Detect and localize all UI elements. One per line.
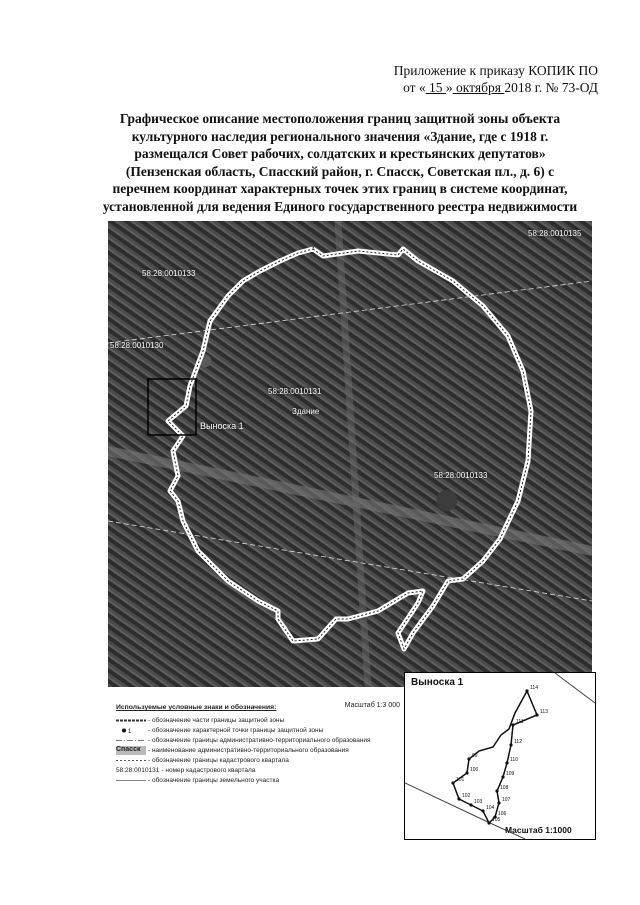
legend: [112, 690, 402, 840]
inset-point-marker: [481, 809, 484, 812]
legend-text: - номер кадастрового квартала: [161, 767, 256, 774]
inset-point-marker: [501, 775, 504, 778]
inset-point-marker: [511, 723, 514, 726]
inset-point-marker: [487, 821, 490, 824]
inset-point-marker: [469, 803, 472, 806]
appendix-month: октября: [452, 80, 505, 95]
inset-title: Выноска 1: [411, 677, 464, 688]
cadastral-quarter-label: 58:28:0010135: [528, 229, 582, 238]
inset-point-label: 105: [492, 817, 501, 823]
inset-point-label: 100: [470, 767, 479, 773]
inset-point-label: 103: [474, 799, 483, 805]
inset-point-marker: [465, 771, 468, 774]
svg-text:1: 1: [128, 729, 132, 735]
inset-point-label: 110: [510, 757, 518, 763]
cadastral-quarter-label: 58:28:0010130: [110, 341, 164, 350]
appendix-quote: »: [445, 80, 453, 95]
inset-point-label: 102: [462, 793, 471, 799]
document-title: [60, 110, 620, 215]
inset-drawing: [405, 673, 595, 839]
quarter-number-symbol: 58:28:0010131: [116, 767, 160, 774]
quarter-boundary-symbol: [116, 756, 146, 765]
callout-label: Выноска 1: [200, 421, 244, 431]
inset-point-marker: [525, 689, 528, 692]
inset-scale: Масштаб 1:1000: [505, 825, 572, 835]
boundary-symbol: [116, 716, 146, 725]
inset-point-label: 112: [514, 739, 522, 745]
legend-item: [116, 746, 349, 755]
inset-point-label: 113: [540, 709, 548, 715]
title-line: размещался Совет рабочих, солдатских и крестьянских депутатов»: [134, 146, 546, 161]
appendix-day: 15: [425, 80, 446, 95]
legend-text: - обозначение границы земельного участка: [148, 777, 280, 784]
inset-point-label: 107: [502, 797, 511, 803]
legend-heading: Используемые условные знаки и обозначения:: [116, 704, 277, 711]
map-scale: Масштаб 1:3 000: [344, 702, 400, 709]
title-line: перечнем координат характерных точек этих границ в системе координат,: [112, 181, 568, 196]
inset-point-marker: [509, 743, 512, 746]
inset-point-label: 111: [516, 719, 524, 725]
inset-point-marker: [451, 781, 454, 784]
inset-point-label: 108: [500, 785, 509, 791]
cadastral-boundary: [108, 281, 592, 343]
appendix-line-2: [394, 79, 598, 96]
legend-item: [116, 716, 284, 725]
legend-item: [116, 766, 255, 775]
admin-boundary-symbol: [116, 736, 146, 745]
title-line: культурного наследия регионального значения «Здание, где с 1918 г.: [131, 128, 549, 144]
callout-inset: [404, 672, 596, 840]
legend-text: - наименование административно-территориального образования: [148, 747, 349, 754]
inset-point-marker: [535, 713, 538, 716]
legend-item: [116, 756, 289, 765]
title-line: (Пензенская область, Спасский район, г. Спасск, Советская пл., д. 6) с: [125, 163, 555, 179]
inset-quarter-line: [555, 673, 595, 703]
inset-point-label: 109: [506, 771, 515, 777]
inset-point-label: 114: [530, 685, 538, 691]
inset-point-label: 101: [456, 777, 465, 783]
cadastral-quarter-label: 58:28:0010131: [268, 387, 322, 396]
parcel-boundary-symbol: [116, 776, 146, 785]
legend-text: - обозначение характерной точки границы защитной зоны: [148, 727, 324, 734]
legend-item: [116, 776, 279, 785]
legend-text: - обозначение части границы защитной зоны: [148, 717, 285, 724]
inset-boundary-line: [453, 691, 537, 823]
cadastral-quarter-label: 58:28:0010133: [434, 471, 488, 480]
map-overlay: [108, 221, 592, 687]
appendix-line-1: Приложение к приказу КОПИК ПО: [393, 63, 598, 78]
appendix-block: [394, 62, 598, 96]
legend-text: - обозначение границы кадастрового квартала: [148, 757, 289, 764]
inset-point-marker: [505, 761, 508, 764]
appendix-year-number: 2018 г. № 73-ОД: [504, 80, 598, 95]
object-label: Здание: [292, 407, 320, 416]
inset-point-label: 106: [498, 811, 507, 817]
inset-point-marker: [497, 801, 500, 804]
title-line: Графическое описание местоположения границ защитной зоны объекта: [119, 111, 561, 126]
inset-point-marker: [457, 797, 460, 800]
inset-point-marker: [495, 789, 498, 792]
inset-point-marker: [467, 757, 470, 760]
legend-item: [116, 736, 371, 745]
legend-text: - обозначение границы административно-территориального образования: [148, 737, 371, 744]
admin-name-symbol: Спасск: [116, 746, 146, 755]
aerial-map: [108, 221, 592, 687]
legend-item: [116, 726, 323, 735]
point-symbol: [116, 726, 146, 735]
title-line: установленной для ведения Единого государственного реестра недвижимости: [102, 198, 578, 214]
inset-point-label: 104: [486, 805, 495, 811]
cadastral-quarter-label: 58:28:0010133: [142, 269, 196, 278]
inset-point-label: 99: [472, 753, 478, 759]
appendix-from: от «: [403, 80, 426, 95]
